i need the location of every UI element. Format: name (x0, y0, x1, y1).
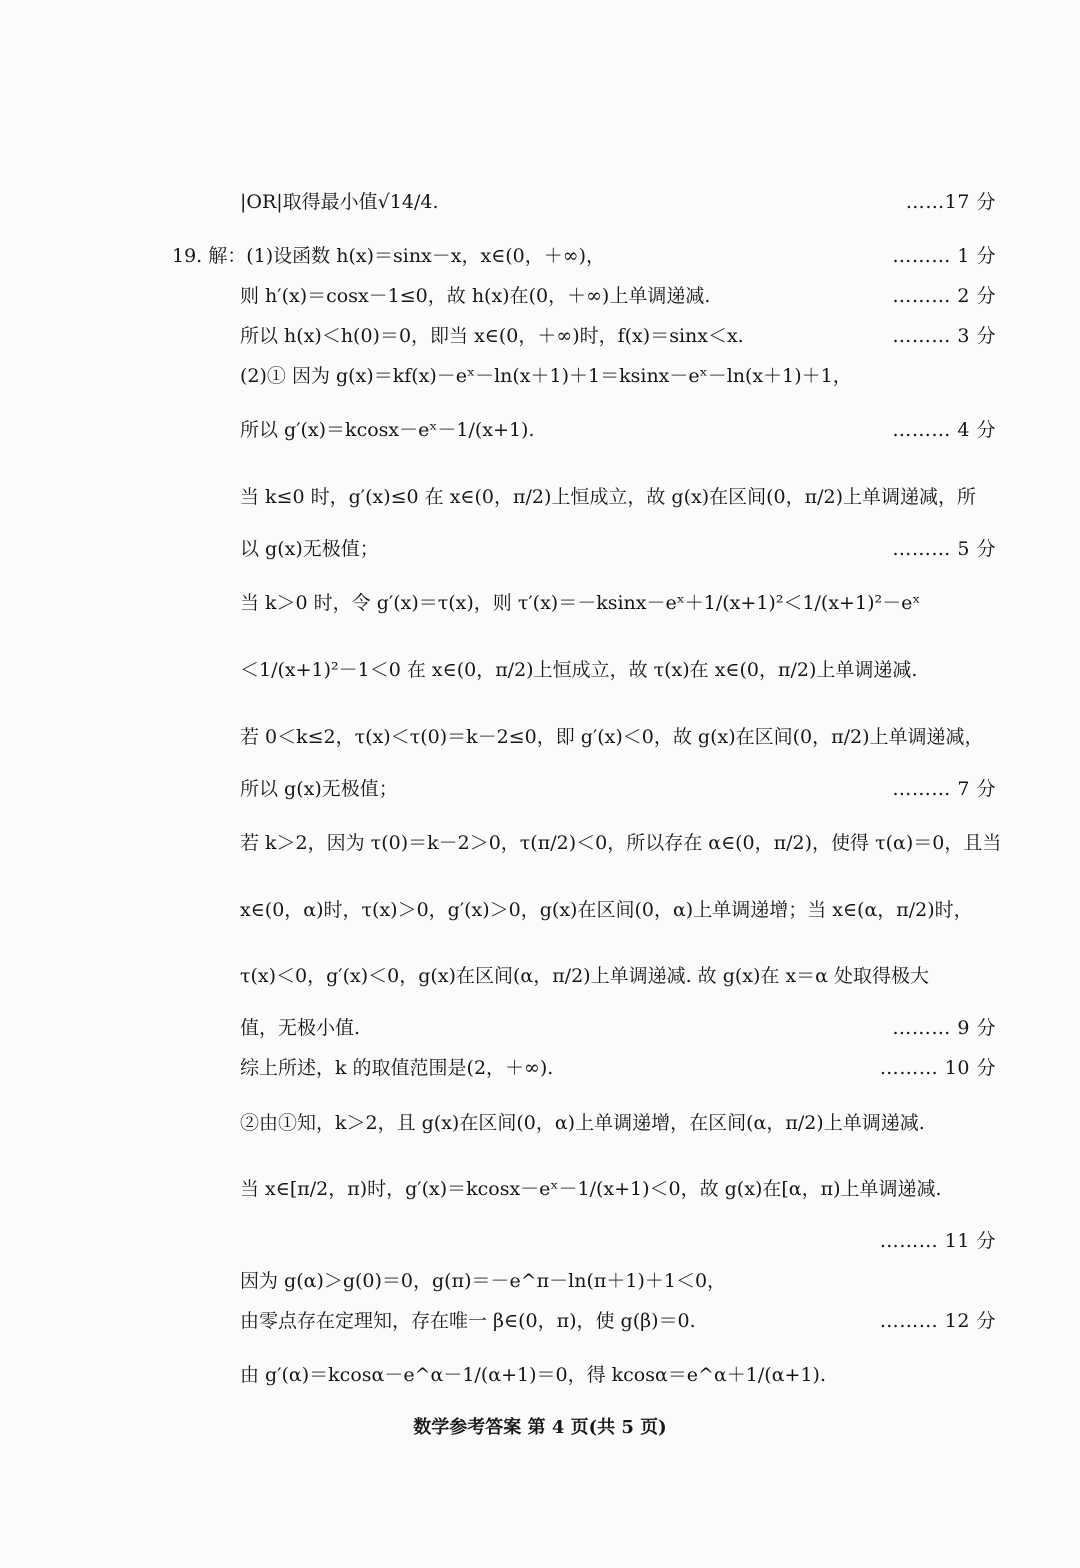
answer-line (240, 1360, 996, 1387)
answer-line (240, 361, 996, 388)
line-text: (2)① 因为 g(x)＝kf(x)－eˣ－ln(x＋1)＋1＝ksinx－eˣ－ln(x＋1)＋1， (240, 365, 852, 387)
answer-line (240, 1174, 996, 1201)
line-score: ……17 分 (905, 191, 996, 213)
line-score: ……… 9 分 (892, 1017, 996, 1039)
line-score: ……… 4 分 (892, 419, 996, 441)
answer-line (240, 321, 996, 348)
answer-line (240, 655, 996, 682)
answer-line (240, 961, 996, 988)
line-text: 当 x∈[π/2，π)时，g′(x)＝kcosx－eˣ－1/(x+1)＜0，故 g(x)在[α，π)上单调递减. (240, 1178, 942, 1200)
line-text: ②由①知，k＞2，且 g(x)在区间(0，α)上单调递增，在区间(α，π/2)上单调递减. (240, 1112, 925, 1134)
answer-line (240, 774, 996, 801)
answer-line (240, 482, 996, 509)
line-score: ……… 1 分 (892, 245, 996, 267)
answer-line (172, 241, 996, 268)
answer-line (240, 534, 996, 561)
line-text: 若 k＞2，因为 τ(0)＝k－2＞0，τ(π/2)＜0，所以存在 α∈(0，π/2)，使得 τ(α)＝0，且当 (240, 832, 1002, 854)
line-text: 若 0＜k≤2，τ(x)＜τ(0)＝k－2≤0，即 g′(x)＜0，故 g(x)在区间(0，π/2)上单调递减， (240, 726, 984, 748)
line-text: 综上所述，k 的取值范围是(2，＋∞). (240, 1057, 554, 1079)
line-text: 由 g′(α)＝kcosα－e^α－1/(α+1)＝0，得 kcosα＝e^α＋1/(α+1). (240, 1364, 826, 1386)
answer-line (240, 588, 996, 615)
answer-line (240, 187, 996, 214)
line-text: 值，无极小值. (240, 1017, 361, 1039)
line-text: 19. 解：(1)设函数 h(x)＝sinx－x，x∈(0，＋∞)， (172, 245, 606, 267)
line-text: 当 k＞0 时，令 g′(x)＝τ(x)，则 τ′(x)＝－ksinx－eˣ＋1/(x+1)²＜1/(x+1)²－eˣ (240, 592, 921, 614)
line-text: 因为 g(α)＞g(0)＝0，g(π)＝－e^π－ln(π＋1)＋1＜0， (240, 1270, 727, 1292)
line-text: 所以 g(x)无极值； (240, 778, 398, 800)
answer-line (240, 895, 996, 922)
answer-line (240, 1013, 996, 1040)
line-text: ＜1/(x+1)²－1＜0 在 x∈(0，π/2)上恒成立，故 τ(x)在 x∈(0，π/2)上单调递减. (240, 659, 918, 681)
line-score: ……… 2 分 (892, 285, 996, 307)
line-score: ……… 12 分 (879, 1310, 996, 1332)
line-text: 以 g(x)无极值； (240, 538, 379, 560)
line-text: 当 k≤0 时，g′(x)≤0 在 x∈(0，π/2)上恒成立，故 g(x)在区间(0，π/2)上单调递减，所 (240, 486, 977, 508)
line-text: 所以 g′(x)＝kcosx－eˣ－1/(x+1). (240, 419, 535, 441)
answer-line (240, 1053, 996, 1080)
line-text: 由零点存在定理知，存在唯一 β∈(0，π)，使 g(β)＝0. (240, 1310, 696, 1332)
line-text: 则 h′(x)＝cosx－1≤0，故 h(x)在(0，＋∞)上单调递减. (240, 285, 711, 307)
line-text: x∈(0，α)时，τ(x)＞0，g′(x)＞0，g(x)在区间(0，α)上单调递增；当 x∈(α，π/2)时， (240, 899, 973, 921)
answer-line (240, 1306, 996, 1333)
answer-line (240, 1266, 996, 1293)
answer-line (240, 722, 996, 749)
line-score: ……… 7 分 (892, 778, 996, 800)
answer-line (240, 1108, 996, 1135)
answer-line (240, 828, 1002, 855)
line-score: ……… 3 分 (892, 325, 996, 347)
line-text: |OR|取得最小值√14/4. (240, 191, 439, 213)
answer-line (240, 415, 996, 442)
line-text: τ(x)＜0，g′(x)＜0，g(x)在区间(α，π/2)上单调递减. 故 g(x)在 x＝α 处取得极大 (240, 965, 930, 987)
line-score: ……… 5 分 (892, 538, 996, 560)
line-score: ……… 11 分 (879, 1230, 996, 1252)
page-footer: 数学参考答案 第 4 页(共 5 页) (413, 1417, 667, 1438)
answer-line (240, 281, 996, 308)
line-text: 所以 h(x)＜h(0)＝0，即当 x∈(0，＋∞)时，f(x)＝sinx＜x. (240, 325, 744, 347)
line-score: ……… 10 分 (879, 1057, 996, 1079)
answer-line (240, 1226, 996, 1253)
